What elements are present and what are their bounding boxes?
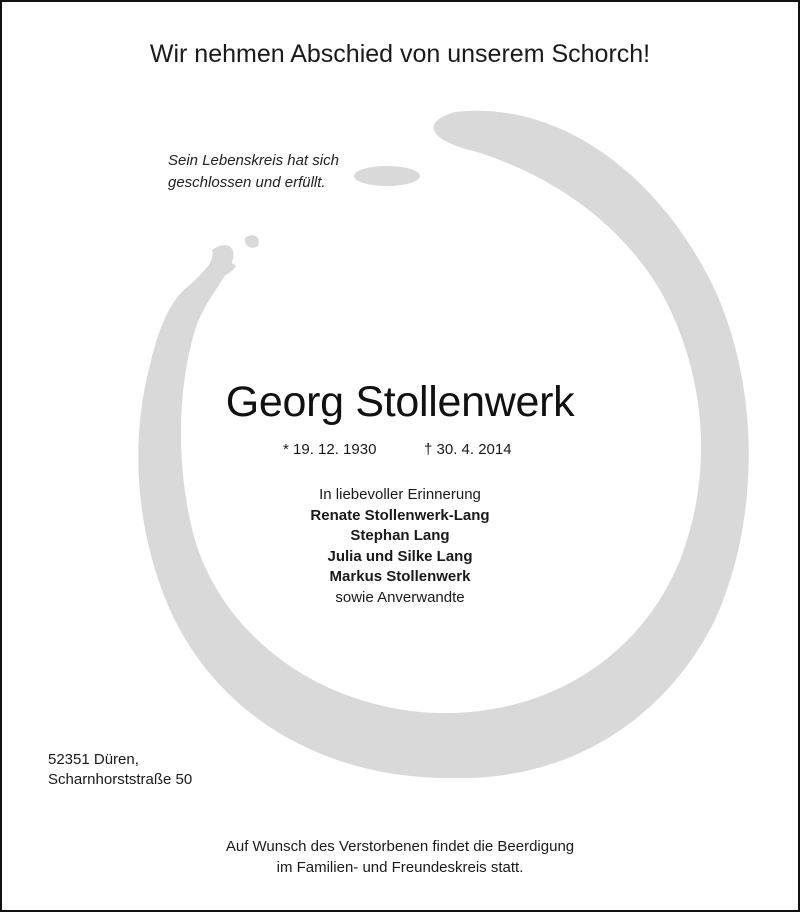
funeral-notice-line-2: im Familien- und Freundeskreis statt.: [276, 859, 524, 876]
death-date: † 30. 4. 2014: [424, 441, 512, 458]
quote-line-1: Sein Lebenskreis hat sich: [168, 152, 339, 169]
mourner-name: Markus Stollenwerk: [329, 568, 471, 585]
mourner-name: Stephan Lang: [350, 527, 450, 544]
address-line-1: 52351 Düren,: [48, 751, 139, 768]
headline: Wir nehmen Abschied von unserem Schorch!: [149, 40, 651, 68]
enso-dab: [354, 166, 420, 186]
mourners-outro: sowie Anverwandte: [335, 588, 465, 606]
enso-splash: [200, 262, 236, 278]
mourner-name: Renate Stollenwerk-Lang: [310, 506, 490, 524]
address-block: [48, 750, 192, 790]
enso-splash-2: [245, 235, 259, 248]
quote-line-2: geschlossen und erfüllt.: [168, 174, 326, 191]
birth-date: * 19. 12. 1930: [283, 441, 377, 458]
quote: [168, 150, 339, 194]
deceased-name: Georg Stollenwerk: [225, 378, 575, 426]
funeral-notice-line-1: Auf Wunsch des Verstorbenen findet die Beerdigung: [225, 838, 575, 855]
mourners-block: [0, 485, 800, 608]
mourner-name: Julia und Silke Lang: [327, 547, 473, 565]
mourners-intro: In liebevoller Erinnerung: [319, 486, 481, 503]
funeral-notice: [0, 836, 800, 878]
address-line-2: Scharnhorststraße 50: [48, 771, 193, 788]
